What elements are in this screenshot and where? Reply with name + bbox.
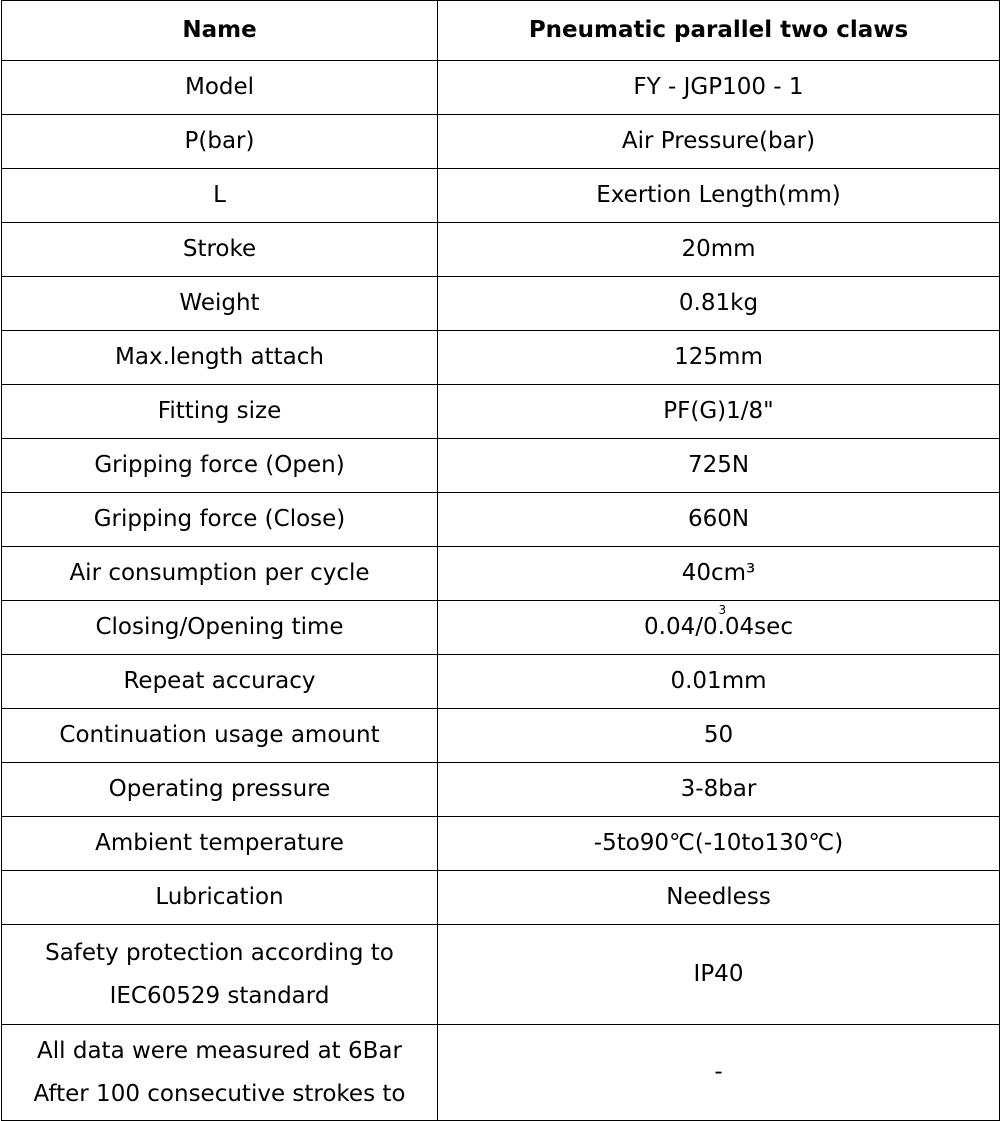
row-value-cell: -5to90℃(-10to130℃) xyxy=(438,817,1000,871)
safety-name-line1: Safety protection according to xyxy=(45,939,394,966)
row-name-cell: Fitting size xyxy=(2,385,438,439)
row-value-cell: 125mm xyxy=(438,331,1000,385)
row-value-cell: 0.81kg xyxy=(438,277,1000,331)
row-value-cell: Needless xyxy=(438,871,1000,925)
row-name-cell: Ambient temperature xyxy=(2,817,438,871)
row-name-cell: L xyxy=(2,169,438,223)
superscript-mark: 3 xyxy=(718,603,727,617)
row-name-cell: Weight xyxy=(2,277,438,331)
row-name-cell: Air consumption per cycle xyxy=(2,547,438,601)
row-name-cell: Repeat accuracy xyxy=(2,655,438,709)
row-value-cell xyxy=(438,601,1000,655)
row-name-cell: Operating pressure xyxy=(2,763,438,817)
table-header-row xyxy=(2,1,1000,61)
header-product-cell: Pneumatic parallel two claws xyxy=(438,1,1000,61)
note-name-line1: All data were measured at 6Bar xyxy=(37,1037,402,1064)
row-value-cell: 725N xyxy=(438,439,1000,493)
row-value-cell: 20mm xyxy=(438,223,1000,277)
row-name-cell: P(bar) xyxy=(2,115,438,169)
table-row xyxy=(2,61,1000,115)
row-name-cell: Continuation usage amount xyxy=(2,709,438,763)
safety-name-line2: IEC60529 standard xyxy=(109,982,330,1009)
row-value-cell: Exertion Length(mm) xyxy=(438,169,1000,223)
safety-value-cell: IP40 xyxy=(438,925,1000,1025)
table-row xyxy=(2,439,1000,493)
row-name-cell: Lubrication xyxy=(2,871,438,925)
row-name-cell: Gripping force (Close) xyxy=(2,493,438,547)
safety-name-cell xyxy=(2,925,438,1025)
closing-opening-value-text: 0.04/0.04sec xyxy=(644,614,793,640)
note-value-cell: - xyxy=(438,1025,1000,1121)
spec-table xyxy=(1,0,1000,1121)
row-value-cell: 0.01mm xyxy=(438,655,1000,709)
table-row xyxy=(2,493,1000,547)
row-value-cell: 50 xyxy=(438,709,1000,763)
closing-opening-value xyxy=(644,603,793,640)
table-row-safety xyxy=(2,925,1000,1025)
table-row-note xyxy=(2,1025,1000,1121)
row-name-cell: Gripping force (Open) xyxy=(2,439,438,493)
row-name-cell: Stroke xyxy=(2,223,438,277)
row-value-cell: PF(G)1/8" xyxy=(438,385,1000,439)
row-value-cell: 660N xyxy=(438,493,1000,547)
table-row xyxy=(2,709,1000,763)
row-value-cell: 40cm³ xyxy=(438,547,1000,601)
table-row xyxy=(2,223,1000,277)
table-row xyxy=(2,331,1000,385)
row-name-cell: Max.length attach xyxy=(2,331,438,385)
table-row xyxy=(2,277,1000,331)
table-row xyxy=(2,655,1000,709)
table-row xyxy=(2,871,1000,925)
row-name-cell: Closing/Opening time xyxy=(2,601,438,655)
table-row xyxy=(2,385,1000,439)
row-value-cell: Air Pressure(bar) xyxy=(438,115,1000,169)
row-value-cell: 3-8bar xyxy=(438,763,1000,817)
note-name-line2: After 100 consecutive strokes to xyxy=(33,1080,406,1107)
table-row xyxy=(2,763,1000,817)
table-row xyxy=(2,169,1000,223)
note-name-cell xyxy=(2,1025,438,1121)
table-row xyxy=(2,547,1000,601)
table-row xyxy=(2,115,1000,169)
table-row xyxy=(2,817,1000,871)
row-value-cell: FY - JGP100 - 1 xyxy=(438,61,1000,115)
header-name-cell: Name xyxy=(2,1,438,61)
row-name-cell: Model xyxy=(2,61,438,115)
table-row xyxy=(2,601,1000,655)
